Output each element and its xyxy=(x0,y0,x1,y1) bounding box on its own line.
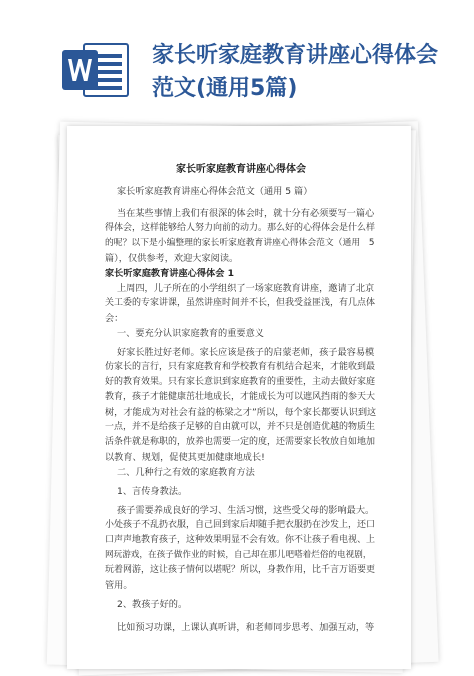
doc-line: 树，才能成为对社会有益的栋梁之才”所以，每个家长都要认识到这 xyxy=(105,407,377,418)
doc-line: 一、要充分认识家庭教育的重要意义 xyxy=(117,328,264,339)
doc-line: 家长听家庭教育讲座心得体会范文（通用 5 篇） xyxy=(117,186,313,197)
doc-line: 好的教育效果。只有家长意识到家庭教育的重要性，主动去做好家庭 xyxy=(105,377,376,387)
doc-line: 口声声地教育孩子，这种效果明显不会有效。你不让孩子看电视、上 xyxy=(105,535,376,545)
doc-line: 1、言传身教法。 xyxy=(117,486,188,497)
doc-line: 上周四，儿子所在的小学组织了一场家庭教育讲座，邀请了北京 xyxy=(117,283,375,294)
doc-line: 当在某些事情上我们有很深的体会时，就十分有必须要写一篇心 xyxy=(117,208,375,219)
doc-line: 孩子需要养成良好的学习、生活习惯，这些受父母的影响最大。 xyxy=(117,505,375,516)
doc-line: 管用。 xyxy=(105,580,133,591)
doc-line: 会： xyxy=(105,313,124,324)
doc-line: 教育，孩子才能健康茁壮地成长，才能成长为可以遮风挡雨的参天大 xyxy=(105,392,376,402)
doc-line: 的呢？以下是小编整理的家长听家庭教育讲座心得体会范文（通用 5 xyxy=(105,238,375,248)
doc-line: 活条件就是称职的，放养也需要一定的度，还需要家长牧放自如地加 xyxy=(105,437,376,447)
doc-line: 关工委的专家讲课，虽然讲座时间并不长，但我受益匪浅，有几点体 xyxy=(105,298,376,308)
doc-line: 仿家长的言行，只有家庭教育和学校教育有机结合起来，才能收到最 xyxy=(105,362,376,372)
word-document-icon xyxy=(62,40,130,100)
doc-section-heading: 家长听家庭教育讲座心得体会 1 xyxy=(105,268,235,279)
doc-line: 以教育、规划，促使其更加健康地成长! xyxy=(105,452,265,463)
doc-line: 二、几种行之有效的家庭教育方法 xyxy=(117,467,255,478)
document-page xyxy=(67,126,411,669)
doc-line: 好家长胜过好老师。家长应该是孩子的启蒙老师，孩子最容易模 xyxy=(117,347,375,358)
doc-line: 得体会，这样能够给人努力向前的动力。那么好的心得体会是什么样 xyxy=(105,223,376,233)
header-banner xyxy=(0,0,474,126)
document-title: 家长听家庭教育讲座心得体会 xyxy=(176,164,306,175)
doc-line: 玩着网游，这让孩子情何以堪呢？所以，身教作用，比千言万语要更 xyxy=(105,565,376,575)
doc-line: 小处孩子不乱扔衣服，自己回到家后却随手把衣服扔在沙发上，还口 xyxy=(105,520,376,530)
banner-title: 家长听家庭教育讲座心得体会 xyxy=(152,43,439,68)
doc-line: 比如预习功课，上课认真听讲，和老师同步思考、加强互动，等 xyxy=(117,622,375,633)
doc-line: 网玩游戏，在孩子做作业的时候，自己却在那儿吧嗒着烂俗的电视剧， xyxy=(105,550,372,560)
banner-subtitle: 范文(通用5篇) xyxy=(152,76,298,101)
doc-line: 一点，并不是给孩子足够的自由就可以，并不只是创造优越的物质生 xyxy=(105,422,376,432)
doc-line: 2、教孩子好的。 xyxy=(117,599,188,610)
doc-line: 篇），仅供参考，欢迎大家阅读。 xyxy=(105,253,239,264)
